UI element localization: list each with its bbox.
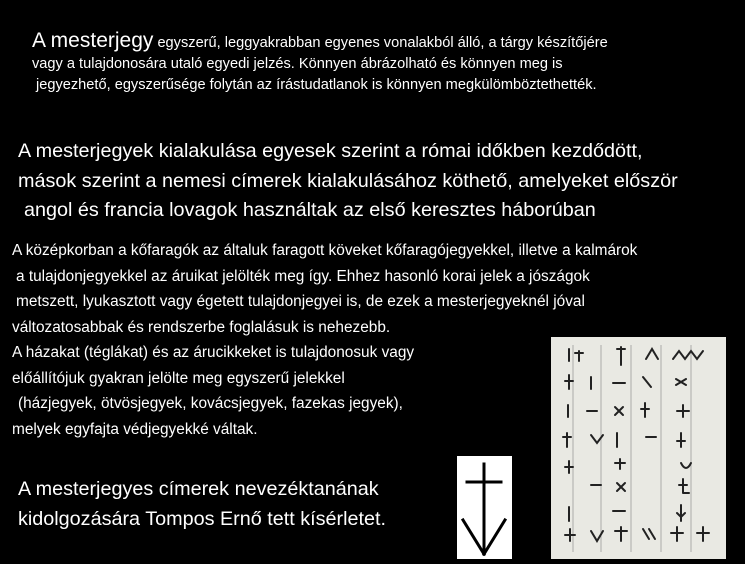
tompos-line1: A mesterjegyes címerek nevezéktanának: [18, 478, 379, 500]
middle-ages-line7: (házjegyek, ötvösjegyek, kovácsjegyek, fazekas jegyek),: [18, 395, 403, 412]
middle-ages-line4: változatosabbak és rendszerbe foglalásuk is nehezebb.: [12, 318, 391, 336]
master-mark-image: [457, 456, 512, 559]
tompos-line2: kidolgozására Tompos Ernő tett kísérletet.: [18, 507, 386, 530]
tompos-paragraph: [18, 475, 386, 534]
middle-ages-line2: a tulajdonjegyekkel az áruikat jelölték meg így. Ehhez hasonló korai jelek a jószágok: [16, 267, 590, 285]
master-marks-sketch-icon: [551, 337, 726, 559]
middle-ages-line5: A házakat (téglákat) és az árucikkeket is tulajdonosuk vagy: [12, 344, 415, 361]
middle-ages-line6: előállítójuk gyakran jelölte meg egyszerű jelekkel: [12, 369, 345, 387]
origin-line3: angol és francia lovagok használtak az első keresztes háborúban: [24, 199, 596, 221]
middle-ages-line3: metszett, lyukasztott vagy égetett tulajdonjegyei is, de ezek a mesterjegyeknél jóval: [16, 293, 585, 310]
origin-line2: mások szerint a nemesi címerek kialakulásához köthető, amelyeket először: [18, 169, 678, 192]
intro-lead: A mesterjegy: [32, 29, 154, 52]
intro-line3: jegyezhető, egyszerűsége folytán az írástudatlanok is könnyen megkülömböztethették.: [36, 77, 597, 93]
origin-paragraph: [18, 137, 678, 226]
cross-arrow-mark-icon: [457, 456, 512, 559]
intro-line2: vagy a tulajdonosára utaló egyedi jelzés. Könnyen ábrázolható és könnyen meg is: [32, 56, 563, 72]
origin-line1: A mesterjegyek kialakulása egyesek szerint a római időkben kezdődött,: [18, 140, 643, 162]
master-marks-table-image: [551, 337, 726, 559]
intro-line1-rest: egyszerű, leggyakrabban egyenes vonalakból álló, a tárgy készítőjére: [153, 35, 608, 51]
middle-ages-line8: melyek egyfajta védjegyekké váltak.: [12, 420, 258, 438]
intro-paragraph: [32, 30, 608, 96]
middle-ages-line1: A középkorban a kőfaragók az általuk faragott köveket kőfaragójegyekkel, illetve a kalmárok: [12, 242, 638, 259]
middle-ages-paragraph: [12, 238, 637, 442]
